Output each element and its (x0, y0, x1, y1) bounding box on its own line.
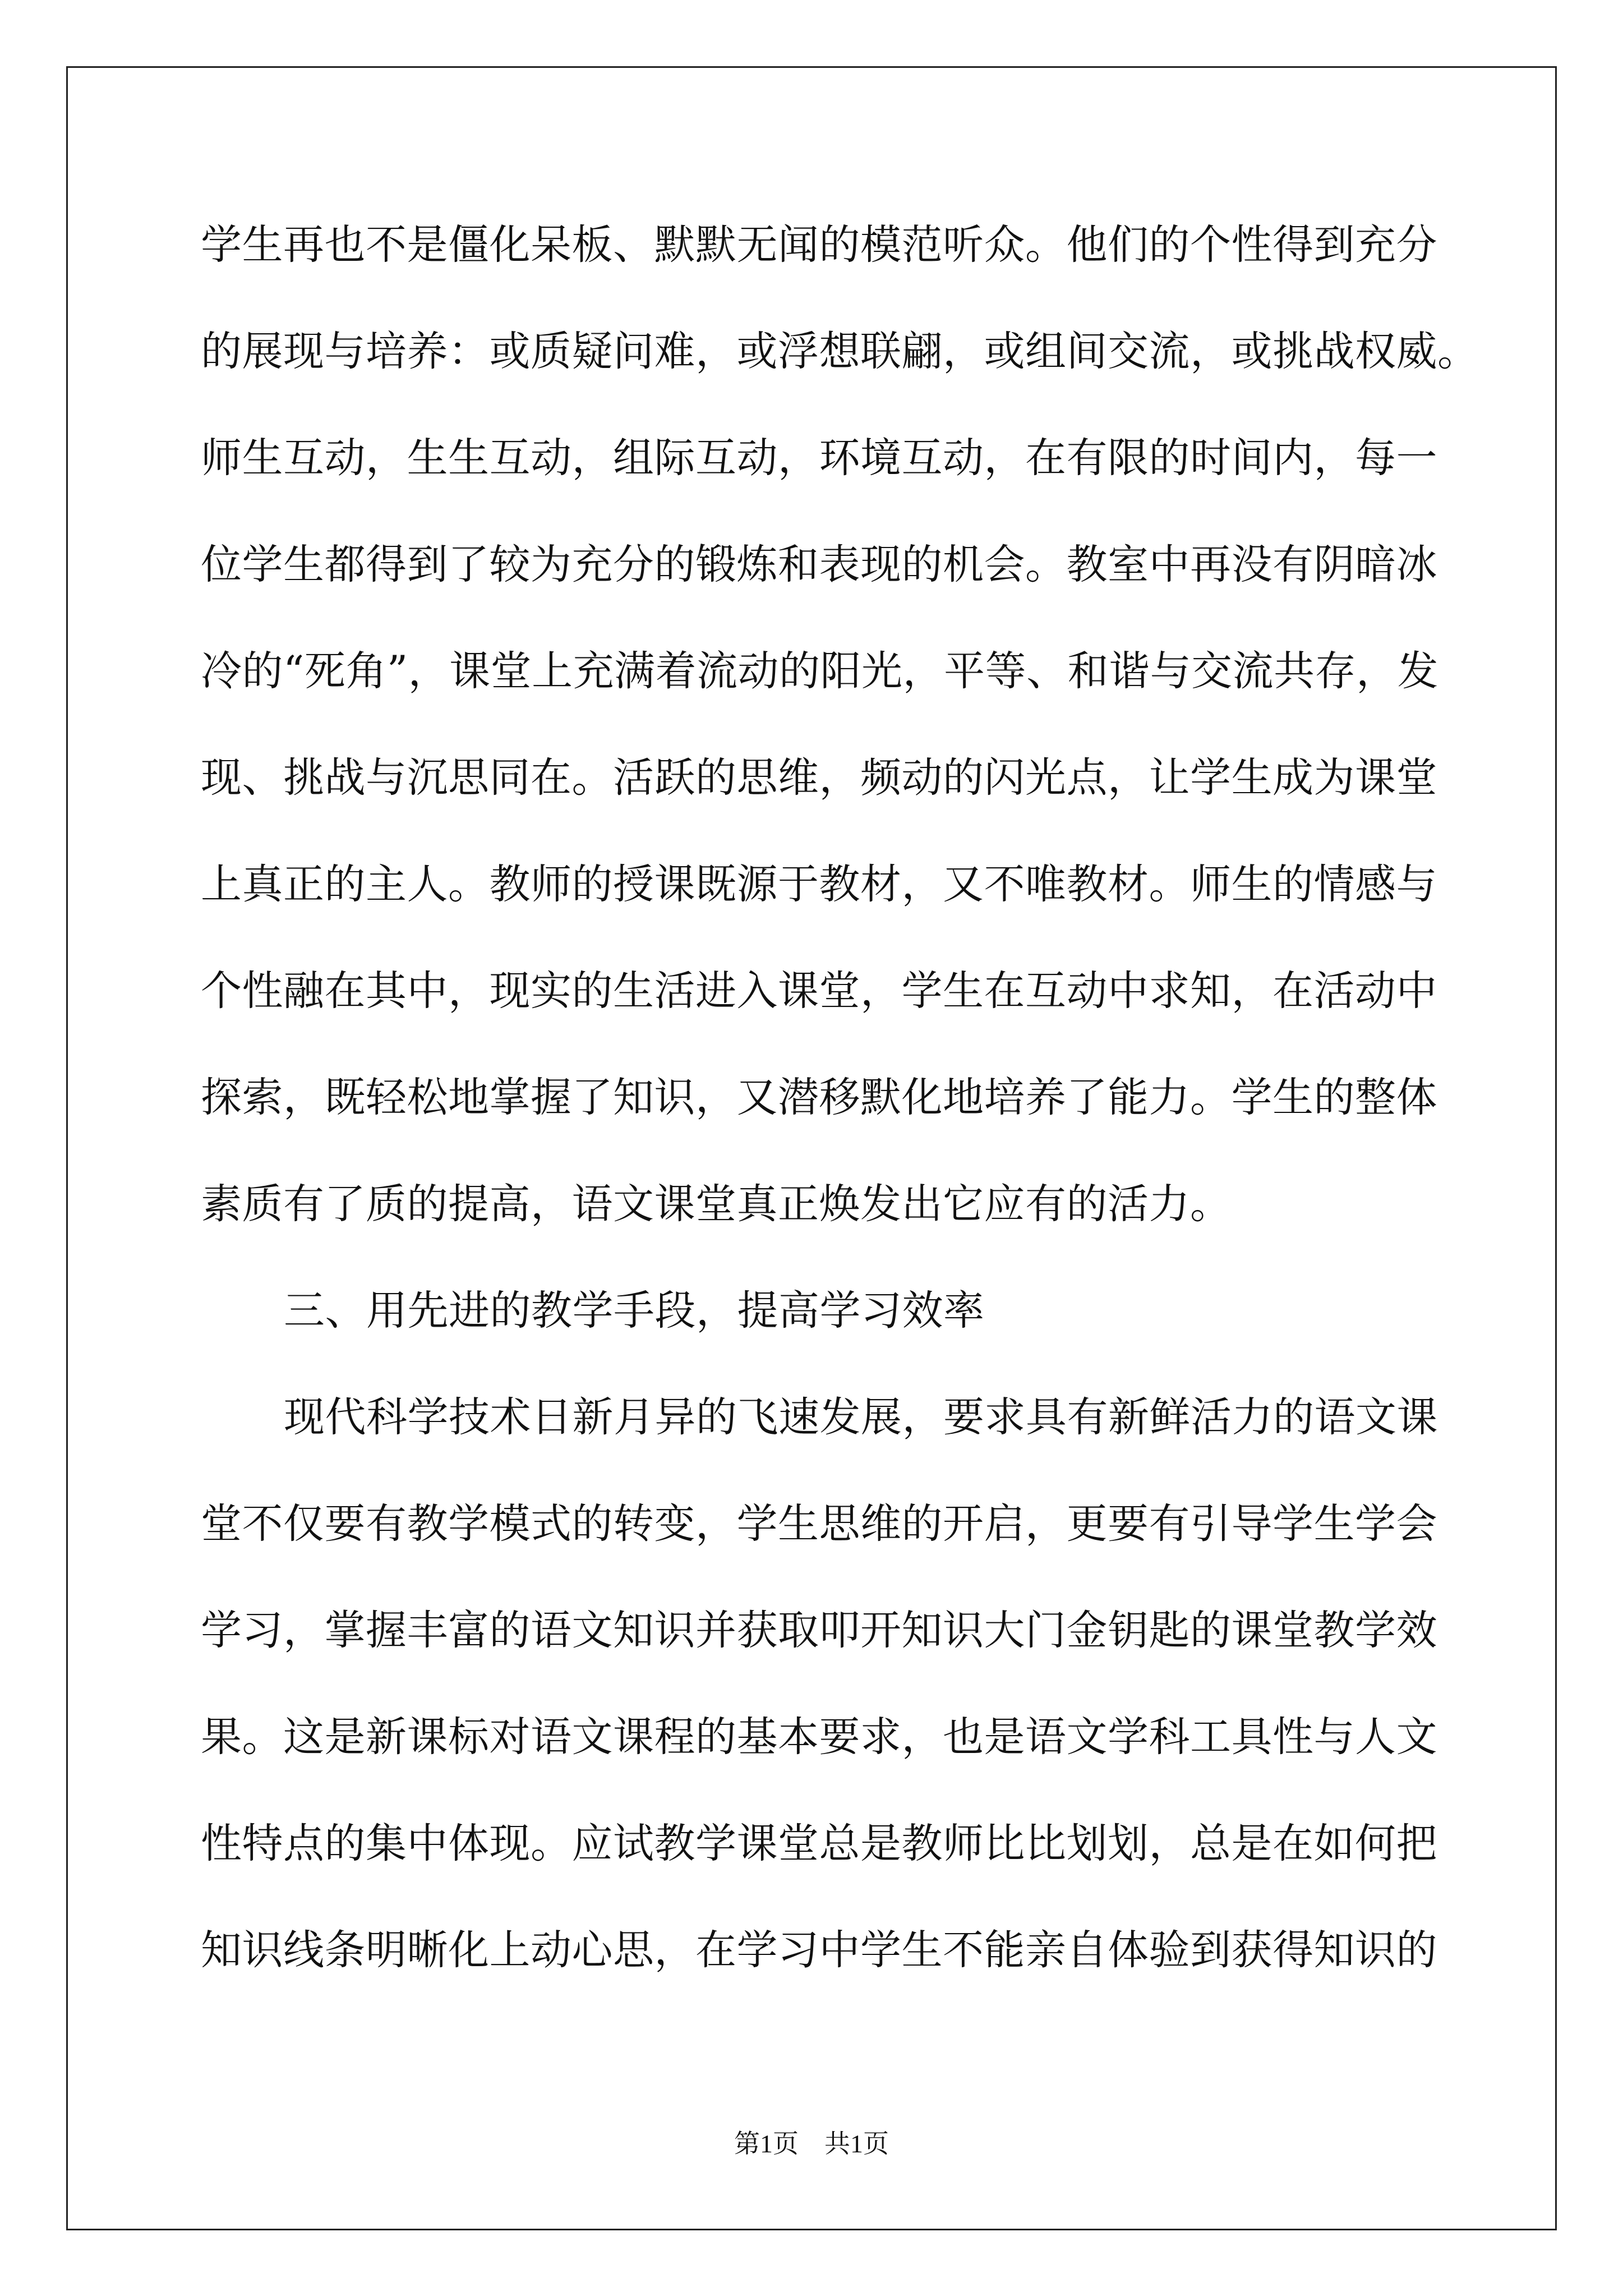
section-heading: 三、用先进的教学手段，提高学习效率 (284, 1287, 985, 1335)
text-line: 现代科学技术日新月异的飞速发展，要求具有新鲜活力的语文课 (284, 1393, 1438, 1441)
text-line: 素质有了质的提高，语文课堂真正焕发出它应有的活力。 (201, 1180, 1232, 1228)
text-line: 学习，掌握丰富的语文知识并获取叩开知识大门金钥匙的课堂教学效 (201, 1607, 1437, 1654)
text-line: 性特点的集中体现。应试教学课堂总是教师比比划划，总是在如何把 (201, 1820, 1437, 1867)
text-line: 果。这是新课标对语文课程的基本要求，也是语文学科工具性与人文 (201, 1713, 1437, 1761)
text-line: 位学生都得到了较为充分的锻炼和表现的机会。教室中再没有阴暗冰 (201, 541, 1437, 588)
text-line: 学生再也不是僵化呆板、默默无闻的模范听众。他们的个性得到充分 (201, 221, 1437, 269)
text-line: 冷的“死角”，课堂上充满着流动的阳光，平等、和谐与交流共存，发 (201, 647, 1439, 695)
text-line: 知识线条明晰化上动心思，在学习中学生不能亲自体验到获得知识的 (201, 1926, 1437, 1974)
text-line: 堂不仅要有教学模式的转变，学生思维的开启，更要有引导学生学会 (201, 1500, 1437, 1548)
text-line: 个性融在其中，现实的生活进入课堂，学生在互动中求知，在活动中 (201, 967, 1437, 1015)
page-border (66, 66, 1557, 2230)
page-footer: 第1页 共1页 (734, 2129, 889, 2158)
text-line: 探索，既轻松地掌握了知识，又潜移默化地培养了能力。学生的整体 (201, 1074, 1437, 1121)
text-line: 上真正的主人。教师的授课既源于教材，又不唯教材。师生的情感与 (201, 861, 1437, 908)
text-line: 现、挑战与沉思同在。活跃的思维，频动的闪光点，让学生成为课堂 (201, 754, 1437, 802)
text-line: 的展现与培养：或质疑问难，或浮想联翩，或组间交流，或挑战权威。 (201, 328, 1479, 375)
text-line: 师生互动，生生互动，组际互动，环境互动，在有限的时间内，每一 (201, 434, 1437, 482)
